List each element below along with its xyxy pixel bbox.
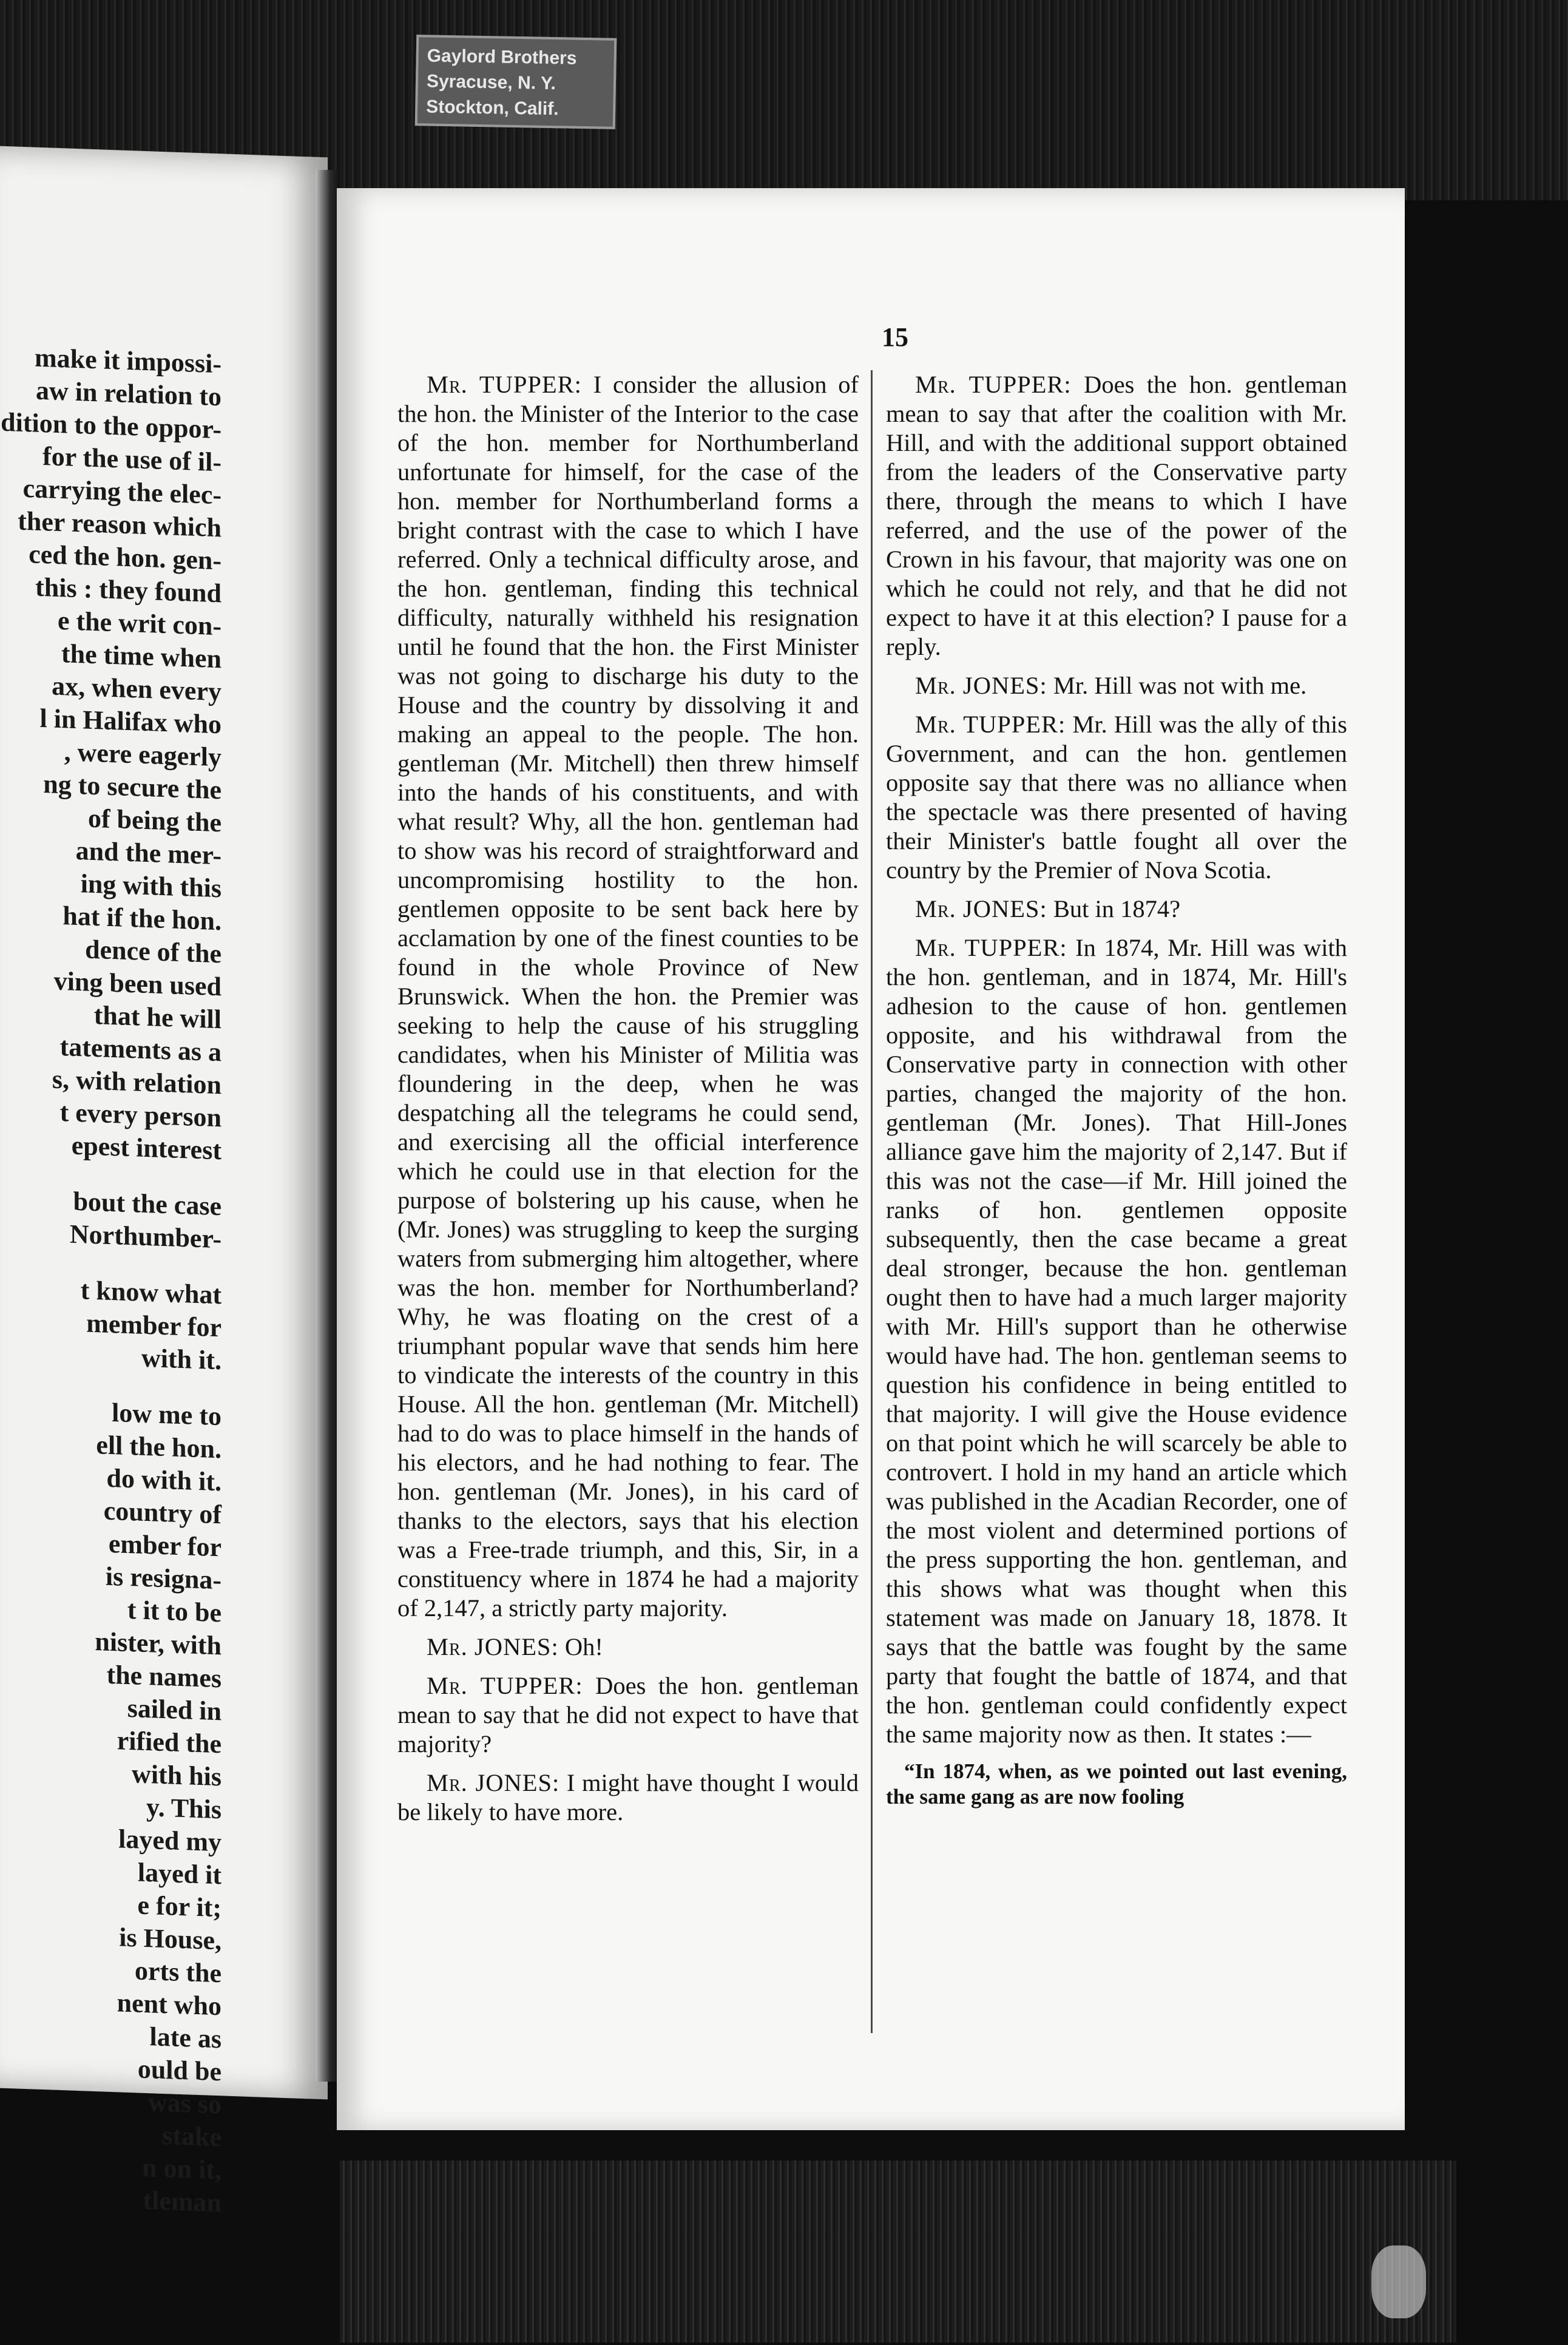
fragment-line: carrying the elec- [22,473,221,510]
fragment-line: , were eagerly [64,737,221,773]
fragment-line: this : they found [35,572,221,609]
fragment-line: bout the case [73,1186,221,1222]
fragment-line: do with it. [106,1463,221,1497]
fragment-line: n on it, [142,2152,221,2185]
speaker-name: Mr. TUPPER: [915,371,1072,398]
right-column-paragraphs [886,370,1347,1749]
fragment-line: ther reason which [18,506,221,543]
fragment-line: y. This [146,1792,221,1825]
fragment-line: t know what [80,1275,221,1310]
column-divider [871,370,873,2033]
speaker-name: Mr. TUPPER: [427,371,582,398]
fragment-line: sailed in [127,1693,221,1727]
speech-text: Mr. Hill was the ally of this Government, and can the hon. gentlemen opposite say that there was no alliance when the spectacle was there presented of having their Minister's battle fought all over the country by the Premier of Nova Scotia. [886,711,1348,884]
fragment-line: s, with relation [52,1064,221,1100]
fragment-line: epest interest [71,1130,221,1166]
speaker-name: Mr. JONES: [915,672,1047,699]
quote-text: “In 1874, when, as we pointed out last evening, the same gang as are now fooling [886,1759,1347,1809]
stamp-line: Stockton, Calif. [425,96,559,120]
fragment-line: rified the [117,1725,221,1759]
left-column [397,370,859,1836]
fragment-line: of being the [88,803,221,838]
fragment-line: country of [103,1495,221,1530]
fragment-line: that he will [93,1000,221,1035]
speech-text: Oh! [564,1633,603,1660]
speaker-name: Mr. TUPPER: [915,711,1066,738]
right-page [337,188,1405,2130]
fragment-line: is House, [119,1922,221,1956]
fragment-line: is resigna- [105,1561,221,1595]
speaker-name: Mr. JONES: [915,895,1047,922]
fragment-line: e for it; [137,1890,221,1923]
speaker-name: Mr. TUPPER: [915,934,1067,961]
speech-text: In 1874, Mr. Hill was with the hon. gentleman, and in 1874, Mr. Hill's adhesion to the cause of hon. gentlemen opposite, and his withdrawal from the Conservative party in connection with other parties, changed the majority of the hon. gentleman (Mr. Jones). That Hill-Jones alliance gave him the majority of 2,147. But if this was not the case—if Mr. Hill joined the ranks of hon. gentlemen opposite subsequently, then the case became a great deal stronger, because the hon. gentleman ought then to have had a much larger majority with Mr. Hill's support than he otherwise would have had. The hon. gentleman seems to question his confidence in being entitled to that majority. I will give the House evidence on that point which he will scarcely be able to controvert. I hold in my hand an article which was published in the Acadian Recorder, one of the most violent and determined portions of the press supporting the hon. gentleman, and this shows what was thought when this statement was made on January 18, 1878. It says that the battle was fought by the same party that fought the battle of 1874, and that the hon. gentleman could confidently expect the same majority now as then. It states :— [886,934,1348,1748]
fragment-line: layed it [137,1857,221,1890]
fragment-line: ng to secure the [43,769,221,805]
fragment-line: late as [149,2022,221,2054]
stamp-line: Gaylord Brothers [427,46,577,69]
fragment-line: hat if the hon. [63,901,221,936]
speech-paragraph [397,1671,859,1759]
fragment-line: dence of the [85,934,221,969]
fragment-line: for the use of il- [42,441,221,478]
fragment-line: ember for [108,1528,221,1563]
fragment-line: tatements as a [59,1032,221,1068]
fragment-line: ould be [137,2054,221,2087]
speech-paragraph [886,671,1347,700]
right-column [886,370,1347,1810]
fragment-line: ced the hon. gen- [29,539,221,576]
speech-paragraph [397,1768,859,1827]
page-number: 15 [882,322,908,352]
fragment-line: stake [162,2120,221,2153]
fragment-line: the names [106,1659,221,1694]
fragment-line: t every person [59,1097,221,1133]
speech-paragraph [397,370,859,1623]
scan-artifact [1371,2245,1426,2318]
fragment-line: low me to [112,1398,221,1432]
fragment-line: Northumber- [69,1219,221,1254]
book-gutter [316,170,340,2082]
fragment-line: tleman [143,2185,221,2218]
speech-text: Does the hon. gentleman mean to say that he did not expect to have that majority? [397,1672,859,1758]
fragment-line: make it impossi- [35,342,221,379]
speech-paragraph [886,895,1347,924]
fragment-line: ell the hon. [96,1430,221,1464]
fragment-line: member for [86,1308,221,1343]
speaker-name: Mr. JONES: [427,1769,560,1796]
fragment-line: with his [132,1759,221,1792]
speech-text: But in 1874? [1053,895,1181,922]
fragment-line: t it to be [127,1594,221,1628]
speech-paragraph [886,710,1347,885]
fragment-line: and the mer- [75,835,221,871]
fragment-line: layed my [118,1824,221,1858]
fragment-line: dition to the oppor- [1,407,221,445]
fragment-line: ving been used [53,966,221,1002]
fragment-line: nister, with [95,1626,221,1661]
fragment-line: the time when [61,638,221,674]
speech-text: I consider the allusion of the hon. the Minister of the Interior to the case of the hon. member for Northumberland unfortunate for himself, for the case of the hon. member for Northumberland forms a bright contrast with the case to which I have referred. Only a technical difficulty arose, and the hon. gentleman, finding this technical difficulty, naturally withheld his resignation until he found that the hon. the First Minister was not going to discharge his duty to the House and the country by dissolving it and making an appeal to the people. The hon. gentleman (Mr. Mitchell) then threw himself into the hands of his constituents, and with what result? Why, all the hon. gentleman had to show was his record of straightforward and uncompromising hostility to the hon. gentlemen opposite to be sent back here by acclamation by one of the finest counties to be found in the whole Province of New Brunswick. When the hon. the Premier was seeking to help the cause of his struggling candidates, when his Minister of Militia was floundering in the deep, when he was despatching all the telegrams he could send, and exercising all the official interference which he could use in that election for the purpose of bolstering up his cause, when he (Mr. Jones) was struggling to keep the surging waters from submerging him altogether, where was the hon. member for Northumberland? Why, he was floating on the crest of a triumphant popular wave that sends him here to vindicate the interests of the country in this House. All the hon. gentleman (Mr. Mitchell) had to do was to place himself in the hands of his electors, and he had nothing to fear. The hon. gentleman (Mr. Jones), in his card of thanks to the electors, says that his election was a Free-trade triumph, and this, Sir, in a constituency where in 1874 he had a majority of 2,147, a strictly party majority. [397,371,859,1622]
fragment-line: orts the [135,1955,221,1989]
fragment-line: was so [147,2087,221,2120]
left-page [0,146,328,2218]
left-page-text-fragments [0,340,328,2224]
fragment-line: nent who [117,1988,221,2022]
scan-bottom-edge [340,2161,1456,2343]
library-stamp [415,35,617,129]
speech-text: I might have thought I would be likely to have more. [397,1769,859,1826]
fragment-line: l in Halifax who [39,703,221,740]
speech-paragraph [886,933,1347,1749]
speaker-name: Mr. JONES: [427,1633,559,1660]
speech-text: Mr. Hill was not with me. [1053,672,1307,699]
fragment-line: with it. [141,1342,221,1376]
stamp-line: Syracuse, N. Y. [426,71,556,94]
speech-paragraph [886,370,1347,662]
speech-text: Does the hon. gentleman mean to say that after the coalition with Mr. Hill, and with the additional support obtained from the leaders of the Conservative party there, through the means to which I have referred, and the use of the power of the Crown in his favour, that majority was one on which he could not rely, and that he did not expect to have it at this election? I pause for a reply. [886,371,1347,660]
fragment-line: e the writ con- [57,605,221,641]
fragment-line: ax, when every [52,671,221,707]
speech-paragraph [397,1633,859,1662]
speaker-name: Mr. TUPPER: [427,1672,583,1699]
fragment-line: aw in relation to [36,375,221,412]
fragment-line: ing with this [80,868,221,904]
